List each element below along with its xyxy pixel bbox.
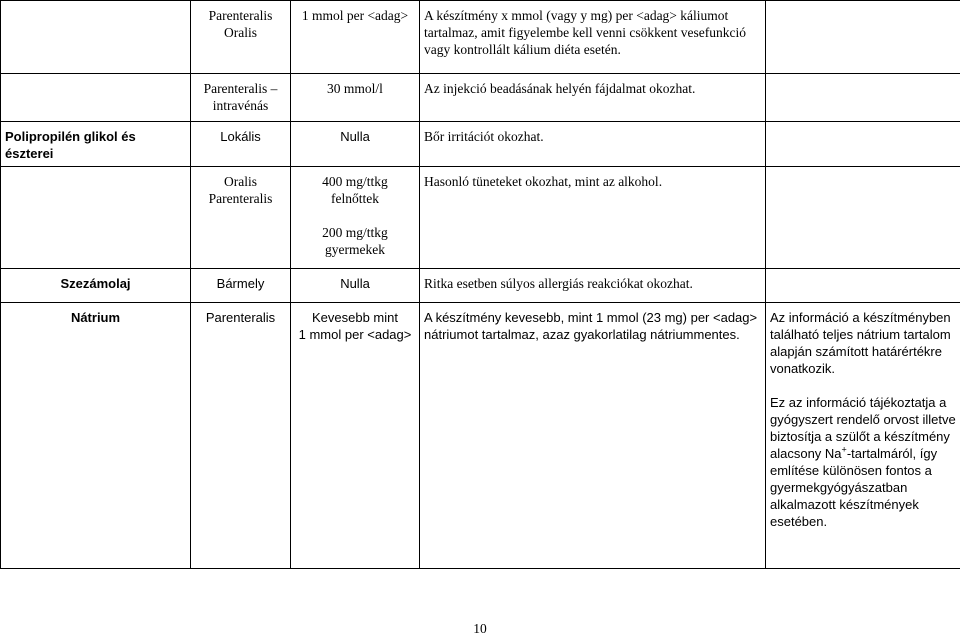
info-cell (420, 269, 766, 303)
route-cell (191, 303, 291, 569)
info-cell (420, 74, 766, 122)
info-cell (420, 303, 766, 569)
table-row (1, 1, 960, 74)
threshold-cell (291, 167, 420, 269)
table-row (1, 167, 960, 269)
substance-name: Szezámolaj (60, 276, 130, 291)
route-text: Bármely (217, 276, 265, 291)
comment-cell (766, 74, 960, 122)
threshold-cell (291, 303, 420, 569)
route-cell (191, 167, 291, 269)
substance-cell (1, 122, 191, 167)
substance-cell (1, 269, 191, 303)
info-cell (420, 1, 766, 74)
threshold-text: Kevesebb mint 1 mmol per <adag> (299, 310, 412, 342)
threshold-cell (291, 122, 420, 167)
comment-cell (766, 303, 960, 569)
info-text: Az injekció beadásának helyén fájdalmat okozhat. (424, 81, 695, 96)
page-number: 10 (0, 621, 960, 637)
route-cell (191, 74, 291, 122)
comment-cell (766, 1, 960, 74)
info-text: A készítmény kevesebb, mint 1 mmol (23 mg) per <adag> nátriumot tartalmaz, azaz gyakorlatilag nátriummentes. (424, 310, 757, 342)
route-cell (191, 122, 291, 167)
threshold-cell (291, 74, 420, 122)
route-cell (191, 269, 291, 303)
route-text: Parenteralis Oralis (209, 8, 273, 40)
threshold-children: 200 mg/ttkg gyermekek (295, 224, 415, 258)
substance-name: Polipropilén glikol és észterei (5, 129, 136, 161)
threshold-text: 1 mmol per <adag> (302, 8, 408, 23)
threshold-adults: 400 mg/ttkg felnőttek (295, 173, 415, 207)
comment-text: -tartalmáról, így említése különösen fontos a gyermekgyógyászatban alkalmazott készítmények esetében. (770, 446, 937, 529)
route-text: Parenteralis – intravénás (204, 81, 278, 113)
route-text: Oralis Parenteralis (209, 174, 273, 206)
table-row (1, 122, 960, 167)
info-text: Hasonló tüneteket okozhat, mint az alkohol. (424, 174, 662, 189)
threshold-text: 30 mmol/l (327, 81, 383, 96)
threshold-text: Nulla (340, 129, 370, 144)
comment-text: Ez az információ tájékoztatja a gyógyszert rendelő orvost illetve biztosítja a szülőt a készítmény alacsony Na (770, 395, 956, 461)
table-row (1, 269, 960, 303)
substance-name: Nátrium (71, 310, 120, 325)
table-row (1, 303, 960, 569)
info-cell (420, 122, 766, 167)
route-text: Parenteralis (206, 310, 275, 325)
substance-cell (1, 1, 191, 74)
threshold-text: Nulla (340, 276, 370, 291)
comment-cell (766, 167, 960, 269)
route-text: Lokális (220, 129, 260, 144)
sodium-charge: + (842, 445, 847, 455)
threshold-cell (291, 1, 420, 74)
info-text: A készítmény x mmol (vagy y mg) per <adag> káliumot tartalmaz, amit figyelembe kell venni csökkent vesefunkció vagy kontrollált kálium diéta esetén. (424, 8, 746, 57)
comment-paragraph (770, 394, 956, 530)
threshold-cell (291, 269, 420, 303)
comment-cell (766, 122, 960, 167)
substance-cell (1, 167, 191, 269)
substance-cell (1, 303, 191, 569)
info-text: Ritka esetben súlyos allergiás reakciókat okozhat. (424, 276, 693, 291)
comment-paragraph: Az információ a készítményben található teljes nátrium tartalom alapján számított határértékre vonatkozik. (770, 309, 956, 377)
comment-cell (766, 269, 960, 303)
info-cell (420, 167, 766, 269)
route-cell (191, 1, 291, 74)
table-row (1, 74, 960, 122)
substance-cell (1, 74, 191, 122)
info-text: Bőr irritációt okozhat. (424, 129, 544, 144)
